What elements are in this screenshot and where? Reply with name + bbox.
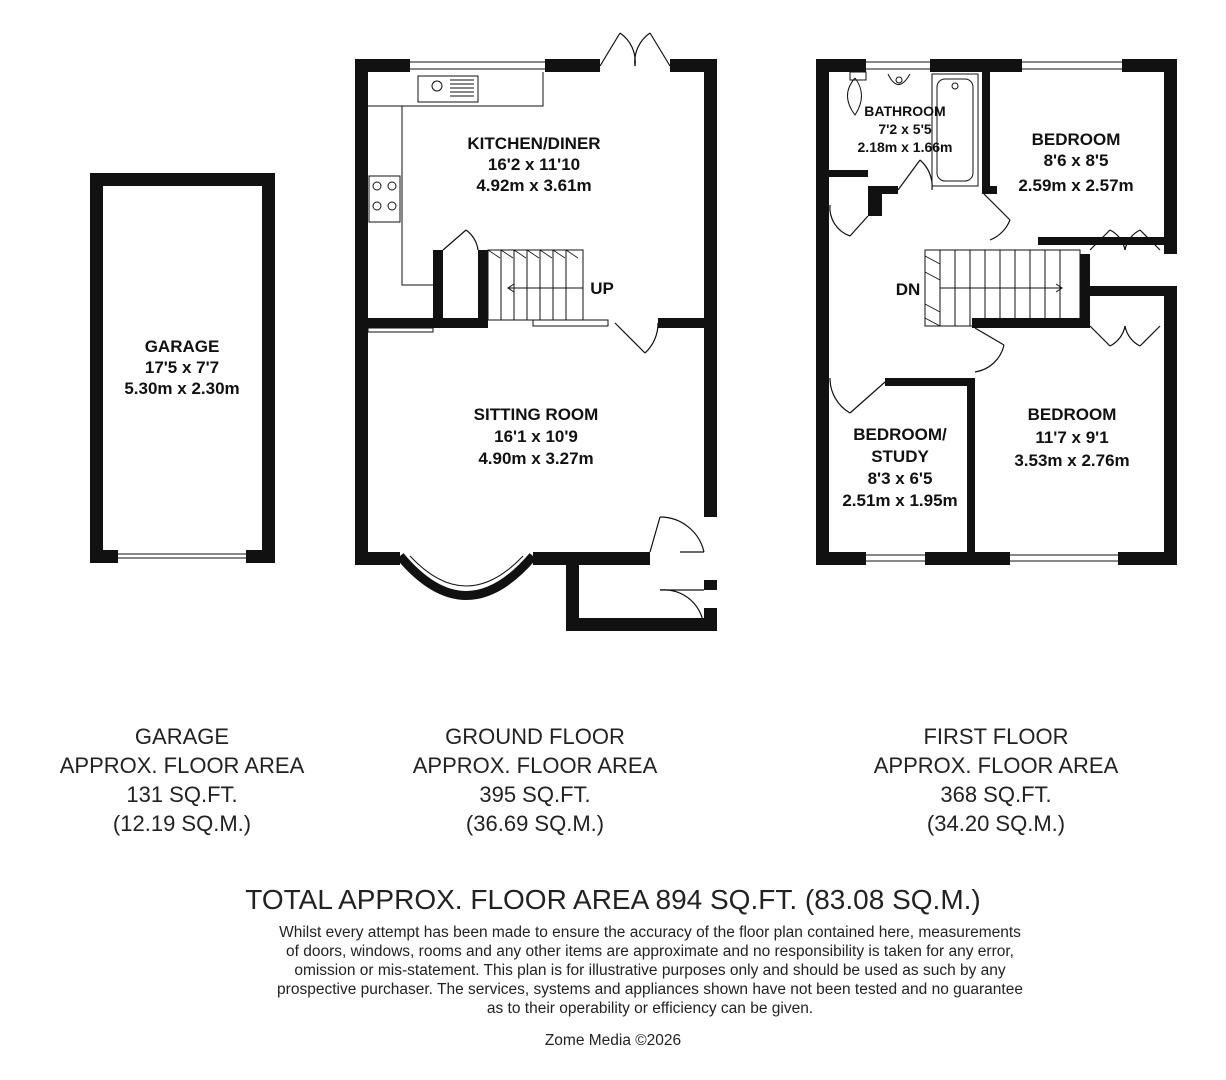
copyright-credit: Zome Media ©2026 [544,1032,682,1049]
first-floor-area-title: FIRST FLOOR [923,724,1069,749]
ff-right-wall-upper [1164,59,1177,254]
garage-door-wall-right [246,550,275,563]
study-name-line1: BEDROOM/ [853,425,947,444]
ground-floor-area-line: APPROX. FLOOR AREA [412,753,658,778]
bedroom-two-label [1014,405,1129,470]
understairs-door [443,230,478,250]
study-name-line2: STUDY [871,447,929,466]
first-floor-area-sqm: (34.20 SQ.M.) [926,811,1066,836]
garage-area-sqm: (12.19 SQ.M.) [112,811,252,836]
bathroom-bottom-wall [868,186,898,194]
gf-top-wall-mid [545,59,600,72]
bathroom-label [858,103,953,155]
ground-floor-plan [355,33,717,631]
stairs-down-label: DN [895,280,921,299]
bedroom-two-door [975,328,1004,372]
bay-window [400,556,533,596]
ff-top-wall-mid [930,59,1022,72]
study-bedroom-wall [967,378,975,565]
gf-bottom-wall-left [355,552,400,565]
bedroom-one-imperial: 8'6 x 8'5 [1043,151,1109,170]
bedroom-two-imperial: 11'7 x 9'1 [1035,428,1109,447]
first-floor-area-line: APPROX. FLOOR AREA [873,753,1119,778]
gf-partition-right [658,318,717,328]
sink-drainer-lines [450,80,474,96]
total-floor-area: TOTAL APPROX. FLOOR AREA 894 SQ.FT. (83.08 SQ.M.) [245,884,981,915]
staircase-down [925,250,1080,326]
study-metric: 2.51m x 1.95m [842,491,958,510]
ff-right-wall-lower [1164,290,1177,565]
ground-floor-area-sqm: (36.69 SQ.M.) [465,811,605,836]
kitchen-room-imperial: 16'2 x 11'10 [487,155,581,174]
first-floor-area-sqft: 368 SQ.FT. [940,782,1052,807]
garage-area-title: GARAGE [134,724,230,749]
sitting-room-name: SITTING ROOM [473,405,599,424]
stair-wall [478,250,488,328]
disclaimer-text [150,923,1150,1018]
garage-door-opening [118,554,246,558]
sitting-room-imperial: 16'1 x 10'9 [494,427,578,446]
bedroom-top-right-bottom [982,186,997,194]
ff-bottom-wall-right [1118,552,1177,565]
airing-cupboard-door [830,205,868,236]
airing-cupboard-top [829,170,868,177]
kitchen-room-name: KITCHEN/DINER [467,134,601,153]
garage-door-wall-left [90,550,118,563]
disclaimer-line: Whilst every attempt has been made to ensure the accuracy of the floor plan contained here, measurements [279,924,1021,941]
bathroom-room-metric: 2.18m x 1.66m [857,139,953,155]
garage-room-imperial: 17'5 x 7'7 [144,358,220,377]
first-floor-plan [816,59,1177,565]
gf-right-wall-upper [704,59,717,517]
study-imperial: 8'3 x 6'5 [867,469,933,488]
stairs-up-label: UP [590,279,614,298]
study-top-wall [885,378,972,386]
gf-bottom-wall-right [533,552,650,565]
bathroom-door [898,160,932,190]
staircase-up [488,250,583,320]
disclaimer-line: omission or mis-statement. This plan is for illustrative purposes only and should be used as such by any [294,962,1006,979]
bathroom-room-imperial: 7'2 x 5'5 [878,121,932,137]
gf-partition-left [355,318,488,328]
bathroom-room-name: BATHROOM [864,103,946,119]
garage-room-name: GARAGE [144,337,220,356]
ground-floor-area-block [375,722,695,838]
garage-room-metric: 5.30m x 2.30m [124,379,240,398]
gf-left-wall [355,59,368,565]
ff-bottom-wall-left [816,552,866,565]
disclaimer-line: prospective purchaser. The services, systems and appliances shown have not been tested and no guarantee [277,981,1023,998]
sitting-room-label [474,405,599,468]
bedroom-one-label [1018,130,1133,195]
gf-right-wall-lower [704,580,717,590]
porch-bottom-wall [566,618,717,631]
understairs-wall [433,250,443,328]
bathroom-bedroom-wall [982,72,990,194]
bedroom-one-metric: 2.59m x 2.57m [1018,176,1134,195]
garage-area-block [22,722,342,838]
kitchen-french-doors [600,33,670,66]
disclaimer-line: of doors, windows, rooms and any other items are approximate and no responsibility is taken for any error, [285,943,1014,960]
wardrobe-divider [1080,286,1177,296]
first-floor-area-block [836,722,1156,838]
sitting-room-door [615,323,658,353]
ground-floor-area-title: GROUND FLOOR [445,724,625,749]
bedroom-one-door [984,194,1010,240]
ff-left-wall [816,59,829,565]
study-door [830,378,885,413]
hall-door [650,517,704,552]
study-label [842,425,957,510]
kitchen-label [467,134,600,195]
sitting-room-metric: 4.90m x 3.27m [478,449,594,468]
garage-label [124,337,239,398]
kitchen-room-metric: 4.92m x 3.61m [476,176,592,195]
bedroom-one-name: BEDROOM [1031,130,1121,149]
garage-area-sqft: 131 SQ.FT. [126,782,238,807]
garage-area-line: APPROX. FLOOR AREA [59,753,305,778]
bedroom-two-name: BEDROOM [1027,405,1117,424]
ground-floor-area-sqft: 395 SQ.FT. [479,782,591,807]
disclaimer-line: as to their operability or efficiency can be given. [486,1000,814,1017]
bedroom-two-metric: 3.53m x 2.76m [1014,451,1130,470]
